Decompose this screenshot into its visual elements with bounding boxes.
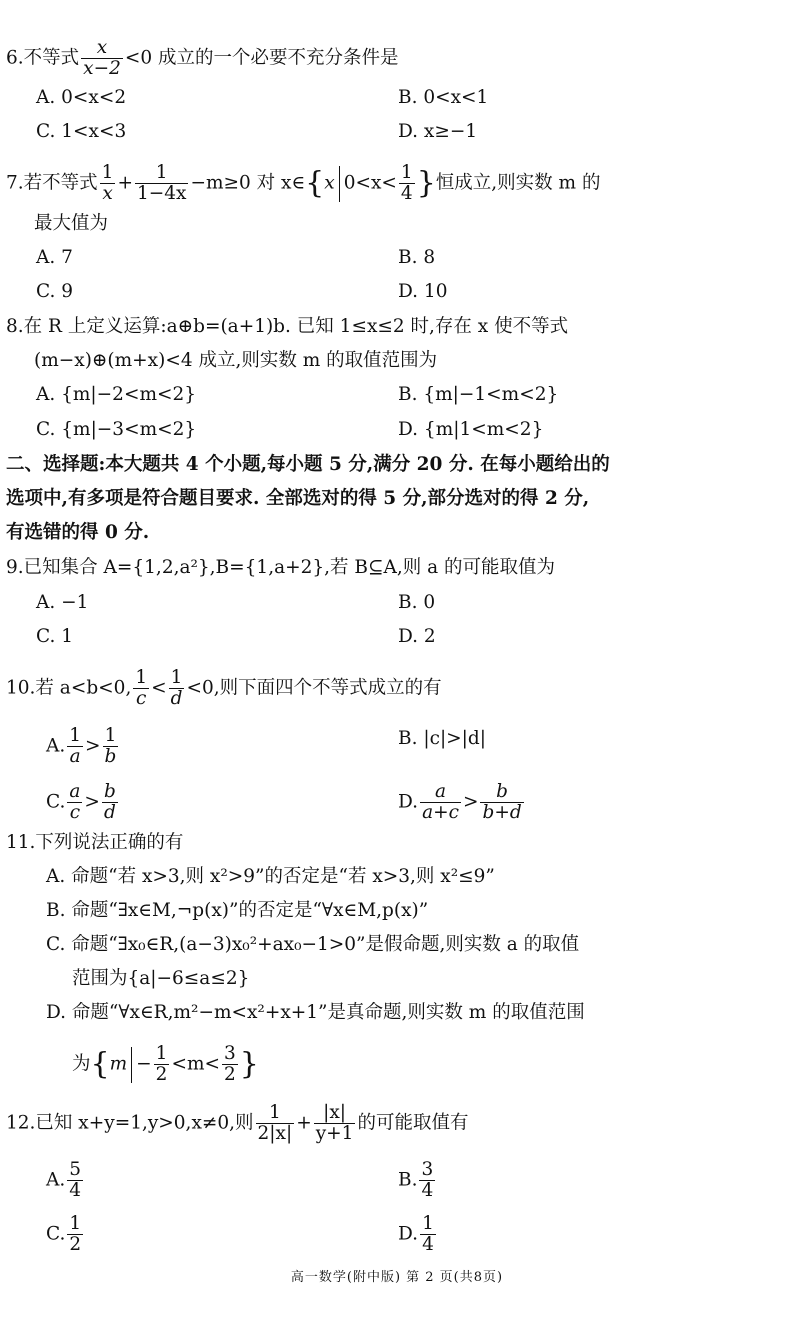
q10-option-a [46,726,120,767]
q6-frac-den: x−2 [83,58,121,79]
q7-set-open-brace: { [305,165,325,201]
q10-a-frac-2 [103,726,119,767]
q7-line2: 最大值为 [34,213,109,234]
q8-option-c: C. {m|−3<m<2} [36,419,197,440]
q11-d2-f1-den: 2 [155,1064,168,1085]
q10-pre: 10.若 a<b<0, [6,677,132,699]
q10-d-label: D. [398,791,419,813]
q8-option-a: A. {m|−2<m<2} [36,384,197,405]
q12-c-label: C. [46,1223,66,1245]
q12-c-num: 1 [69,1213,82,1234]
q7-fraction-1 [100,163,116,204]
q10-c-num2: b [103,781,116,802]
q6-option-c: C. 1<x<3 [36,121,127,142]
q10-option-c [46,782,120,823]
q7-f2-den: 1−4x [136,183,187,204]
q12-plus: + [296,1112,312,1134]
q11-option-c-line1: C. 命题“∃x₀∈R,(a−3)x₀²+ax₀−1>0”是假命题,则实数 a 的取值 [46,934,580,955]
q12-option-b [398,1160,437,1201]
q7-fraction-2 [135,163,188,204]
q10-d-op: > [462,791,479,813]
q7-set-cond: 0<x< [343,172,397,194]
q12-a-den: 4 [69,1180,82,1201]
q6-option-b: B. 0<x<1 [398,87,489,108]
q10-a-num2: 1 [103,726,119,747]
q7-set-var: x [324,172,335,194]
q12-b-frac [419,1160,435,1201]
q10-c-frac-2 [102,782,118,823]
q10-d-frac-1 [420,782,461,823]
q7-set-bar [339,166,340,202]
q6-frac-num: x [81,38,123,59]
q12-b-label: B. [398,1169,418,1191]
q6-pre: 6.不等式 [6,47,80,69]
q12-b-den: 4 [421,1180,434,1201]
q10-c-op: > [84,791,100,813]
page-footer: 高一数学(附中版) 第 2 页(共8页) [290,1270,504,1285]
q10-c-num1: a [69,781,81,802]
section2-line3: 有选错的得 0 分. [6,522,150,543]
q10-d-num1: a [420,782,461,803]
q12-d-den: 4 [422,1234,434,1255]
q10-c-den1: c [69,802,81,823]
q12-d-num: 1 [422,1213,434,1234]
q11-d2-frac-2 [222,1044,238,1085]
q7-plus: + [117,172,133,194]
q7-f3-den: 4 [400,183,413,204]
q12-f1-den: 2|x| [257,1123,293,1144]
q10-f1-num: 1 [135,667,148,688]
q12-post: 的可能取值有 [357,1112,469,1134]
q10-a-op: > [85,735,101,757]
q10-d-den1: a+c [422,802,459,823]
q12-a-num: 5 [69,1159,82,1180]
q12-fraction-2 [314,1103,356,1144]
q12-c-frac [67,1214,83,1255]
q7-option-b: B. 8 [398,247,436,268]
q8-line2: (m−x)⊕(m+x)<4 成立,则实数 m 的取值范围为 [34,350,438,371]
q12-b-num: 3 [421,1159,434,1180]
q6-option-d: D. x≥−1 [398,121,478,142]
q8-line1: 8.在 R 上定义运算:a⊕b=(a+1)b. 已知 1≤x≤2 时,存在 x 使不等式 [6,316,569,337]
q11-d2-mid: <m< [171,1053,220,1075]
q12-option-c [46,1214,85,1255]
q10-a-frac-1 [67,726,83,767]
q11-d2-f2-den: 2 [224,1064,236,1085]
q10-fraction-2 [169,668,185,709]
q11-d2-f1-num: 1 [155,1043,168,1064]
q7-f3-num: 1 [400,162,413,183]
q11-option-d-line2 [72,1044,259,1085]
q10-a-den1: a [69,746,81,767]
q11-option-c-line2: 范围为{a|−6≤a≤2} [72,968,250,989]
q11-stem: 11.下列说法正确的有 [6,832,184,853]
q12-d-frac [420,1214,436,1255]
q10-a-label: A. [46,735,66,757]
q11-d2-minus: − [136,1053,152,1075]
q11-option-d-line1: D. 命题“∀x∈R,m²−m<x²+x+1”是真命题,则实数 m 的取值范围 [46,1002,585,1023]
q9-option-a: A. −1 [36,592,89,613]
q6-option-a: A. 0<x<2 [36,87,127,108]
q10-d-frac-2 [480,782,523,823]
q11-option-b: B. 命题“∃x∈M,¬p(x)”的否定是“∀x∈M,p(x)” [46,900,429,921]
q6-stem [6,38,399,79]
q11-d2-var: m [109,1053,128,1075]
q7-post: 恒成立,则实数 m 的 [435,172,601,194]
q12-a-label: A. [46,1169,66,1191]
q7-mid: −m≥0 对 x∈ [190,172,306,194]
q7-option-d: D. 10 [398,281,448,302]
q10-d-num2: b [480,782,523,803]
q12-c-den: 2 [69,1234,82,1255]
q12-fraction-1 [256,1103,295,1144]
q9-stem: 9.已知集合 A={1,2,a²},B={1,a+2},若 B⊆A,则 a 的可能取值为 [6,557,556,578]
q7-f2-num: 1 [135,163,188,184]
q12-d-label: D. [398,1223,419,1245]
q10-lt: < [151,677,167,699]
q10-stem [6,668,442,709]
q10-f2-den: d [170,688,183,709]
q10-option-d [398,782,526,823]
q10-fraction-1 [133,668,149,709]
q10-f2-num: 1 [169,668,185,689]
q11-d2-pre: 为 [72,1053,91,1075]
q7-f1-num: 1 [101,162,114,183]
q9-option-b: B. 0 [398,592,436,613]
q10-a-num1: 1 [69,725,82,746]
q10-d-den2: b+d [482,802,522,823]
q7-pre: 7.若不等式 [6,172,98,194]
q7-f1-den: x [102,183,113,204]
q10-post: <0,则下面四个不等式成立的有 [186,677,442,699]
q12-option-a [46,1160,85,1201]
q11-d2-f2-num: 3 [224,1043,236,1064]
q7-option-a: A. 7 [36,247,73,268]
q12-stem [6,1103,468,1144]
q7-set-close-brace: } [416,165,436,201]
q8-option-d: D. {m|1<m<2} [398,419,544,440]
q11-option-a: A. 命题“若 x>3,则 x²>9”的否定是“若 x>3,则 x²≤9” [46,866,495,887]
q10-f1-den: c [136,688,147,709]
q11-d2-open-brace: { [90,1046,110,1082]
q12-a-frac [67,1160,83,1201]
q7-fraction-3 [399,163,415,204]
q9-option-c: C. 1 [36,626,74,647]
q12-pre: 12.已知 x+y=1,y>0,x≠0,则 [6,1112,254,1134]
q7-option-c: C. 9 [36,281,74,302]
q11-d2-close-brace: } [239,1046,259,1082]
q12-option-d [398,1214,438,1255]
q10-c-frac-1 [67,782,82,823]
q10-a-den2: b [104,746,117,767]
q7-stem [6,163,600,204]
q11-d2-frac-1 [154,1044,170,1085]
q10-option-b: B. |c|>|d| [398,728,486,749]
q9-option-d: D. 2 [398,626,436,647]
q12-f1-num: 1 [256,1103,295,1124]
q11-d2-bar [131,1047,132,1083]
q8-option-b: B. {m|−1<m<2} [398,384,559,405]
q12-f2-den: y+1 [315,1123,354,1144]
q10-c-label: C. [46,791,66,813]
q6-post: <0 成立的一个必要不充分条件是 [124,47,399,69]
q6-fraction [81,38,123,79]
q10-c-den2: d [103,802,116,823]
section2-line2: 选项中,有多项是符合题目要求. 全部选对的得 5 分,部分选对的得 2 分, [6,488,590,509]
q12-f2-num: |x| [314,1103,356,1124]
section2-line1: 二、选择题:本大题共 4 个小题,每小题 5 分,满分 20 分. 在每小题给出的 [6,454,610,475]
